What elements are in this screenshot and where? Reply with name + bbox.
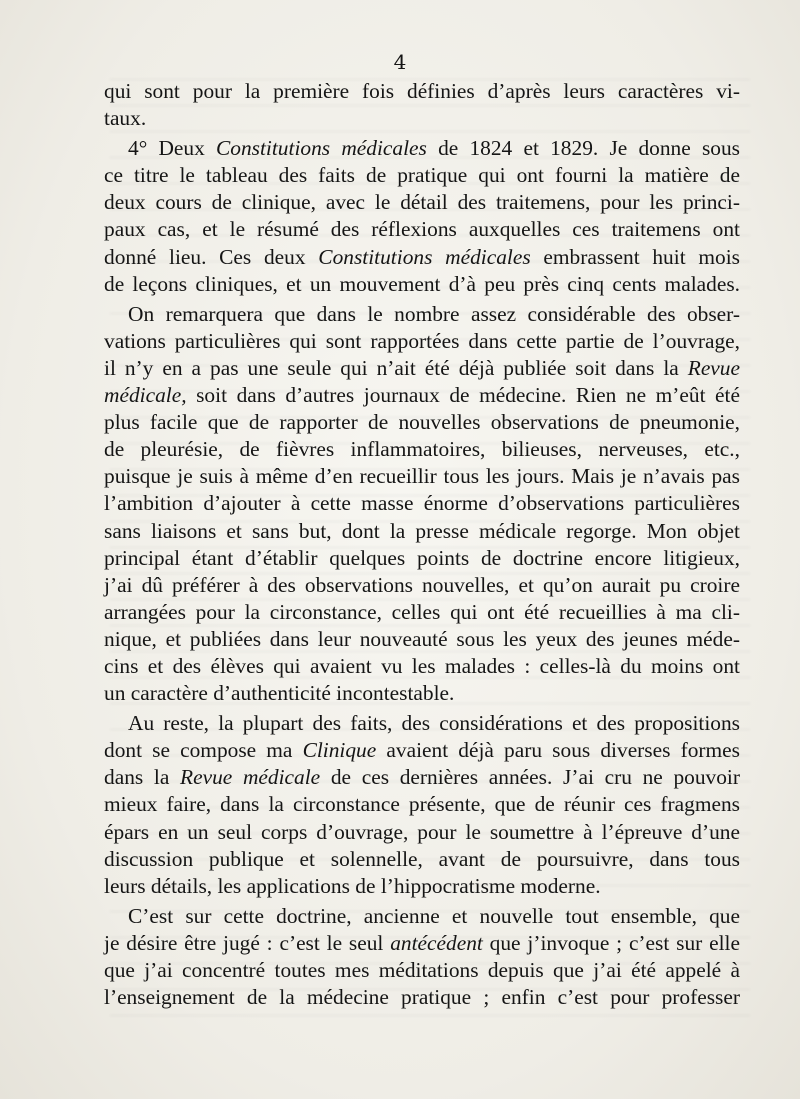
paragraph-5 bbox=[80, 903, 740, 1011]
line: donné lieu. Ces deux Constitutions médicales embrassent huit mois bbox=[104, 244, 740, 269]
line: un caractère d’authenticité incontestable. bbox=[104, 681, 455, 706]
page-number: 4 bbox=[393, 50, 407, 74]
line: mieux faire, dans la circonstance présente, que de réunir ces fragmens bbox=[104, 792, 740, 817]
line: arrangées pour la circonstance, celles qui ont été recueillies à ma cli- bbox=[104, 599, 740, 624]
line: ce titre le tableau des faits de pratique qui ont fourni la matière de bbox=[104, 163, 740, 188]
line: de leçons cliniques, et un mouvement d’à peu près cinq cents malades. bbox=[104, 271, 740, 296]
line: On remarquera que dans le nombre assez considérable des obser- bbox=[128, 301, 740, 326]
line: l’enseignement de la médecine pratique ; enfin c’est pour professer bbox=[104, 985, 740, 1010]
line: leurs détails, les applications de l’hippocratisme moderne. bbox=[104, 873, 601, 898]
line: principal étant d’établir quelques points de doctrine encore litigieux, bbox=[104, 545, 740, 570]
line: deux cours de clinique, avec le détail des traitemens, pour les princi- bbox=[104, 190, 740, 215]
line: dont se compose ma Clinique avaient déjà paru sous diverses formes bbox=[104, 738, 740, 763]
line: dans la Revue médicale de ces dernières années. J’ai cru ne pouvoir bbox=[104, 765, 740, 790]
paragraph-4 bbox=[80, 710, 740, 900]
line: cins et des élèves qui avaient vu les malades : celles-là du moins ont bbox=[104, 653, 740, 678]
line: qui sont pour la première fois définies d’après leurs caractères vi- bbox=[104, 79, 740, 103]
line: taux. bbox=[104, 106, 147, 131]
line: discussion publique et solennelle, avant de poursuivre, dans tous bbox=[104, 846, 740, 871]
line: nique, et publiées dans leur nouveauté sous les yeux des jeunes méde- bbox=[104, 626, 740, 651]
paragraph-2 bbox=[80, 135, 740, 298]
line: sans liaisons et sans but, dont la presse médicale regorge. Mon objet bbox=[104, 518, 740, 543]
line: l’ambition d’ajouter à cette masse énorme d’observations particulières bbox=[104, 491, 740, 516]
line: j’ai dû préférer à des observations nouvelles, et qu’on aurait pu croire bbox=[104, 572, 740, 597]
line: médicale, soit dans d’autres journaux de médecine. Rien ne m’eût été bbox=[104, 383, 740, 408]
paragraph-3 bbox=[80, 301, 740, 707]
line: puisque je suis à même d’en recueillir tous les jours. Mais je n’avais pas bbox=[104, 464, 740, 489]
line: paux cas, et le résumé des réflexions auxquelles ces traitemens ont bbox=[104, 217, 740, 242]
line: vations particulières qui sont rapportées dans cette partie de l’ouvrage, bbox=[104, 328, 740, 353]
paragraph-1 bbox=[80, 78, 740, 132]
body-text bbox=[80, 78, 740, 1011]
line: plus facile que de rapporter de nouvelles observations de pneumonie, bbox=[104, 410, 740, 435]
line: de pleurésie, de fièvres inflammatoires, bilieuses, nerveuses, etc., bbox=[104, 437, 740, 462]
line-text: 4° Deux Constitutions médicales de 1824 et 1829. Je donne sous bbox=[128, 136, 740, 161]
line: il n’y en a pas une seule qui n’ait été déjà publiée soit dans la Revue bbox=[104, 355, 740, 380]
line: C’est sur cette doctrine, ancienne et nouvelle tout ensemble, que bbox=[128, 903, 740, 928]
line: épars en un seul corps d’ouvrage, pour le soumettre à l’épreuve d’une bbox=[104, 819, 740, 844]
line: Au reste, la plupart des faits, des considérations et des propositions bbox=[128, 711, 740, 736]
line bbox=[80, 135, 740, 162]
line: je désire être jugé : c’est le seul antécédent que j’invoque ; c’est sur elle bbox=[104, 930, 740, 955]
line: que j’ai concentré toutes mes méditations depuis que j’ai été appelé à bbox=[104, 958, 740, 982]
